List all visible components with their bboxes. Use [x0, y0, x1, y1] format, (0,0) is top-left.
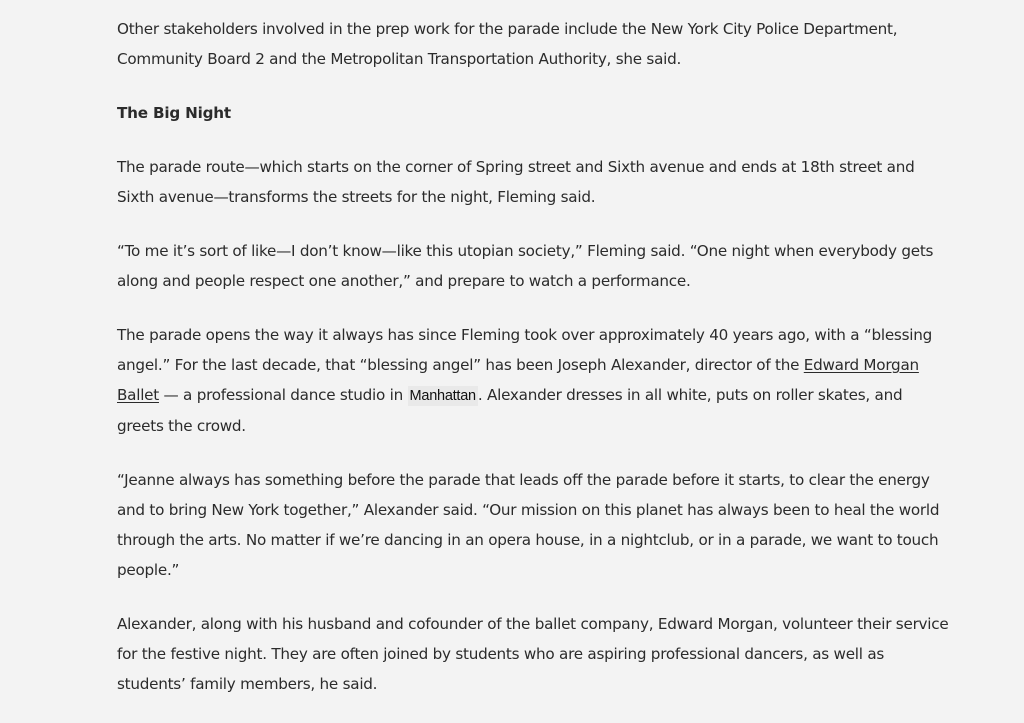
manhattan-highlight: Manhattan	[409, 388, 476, 404]
paragraph-stakeholders: Other stakeholders involved in the prep work for the parade include the New York City Police Department, Community Board 2 and the Metropolitan Transportation Authority, she said.	[117, 20, 898, 68]
paragraph-volunteers: Alexander, along with his husband and cofounder of the ballet company, Edward Morgan, volunteer their service for the festive night. They are often joined by students who are aspiring professional dancers, as well as students’ family members, he said.	[117, 615, 949, 693]
paragraph-text-end: . Alexander dresses in all white, puts on roller skates, and greets the crowd.	[117, 386, 903, 435]
article-body	[117, 14, 952, 723]
section-heading: The Big Night	[117, 104, 231, 122]
paragraph-utopian-quote: “To me it’s sort of like—I don’t know—like this utopian society,” Fleming said. “One night when everybody gets along and people respect one another,” and prepare to watch a performance.	[117, 242, 934, 290]
paragraph-blessing-angel	[117, 320, 952, 441]
paragraph-parade-route: The parade route—which starts on the corner of Spring street and Sixth avenue and ends at 18th street and Sixth avenue—transforms the streets for the night, Fleming said.	[117, 158, 915, 206]
paragraph-alexander-quote: “Jeanne always has something before the parade that leads off the parade before it starts, to clear the energy and to bring New York together,” Alexander said. “Our mission on this planet has always been to heal the world through the arts. No matter if we’re dancing in an opera house, in a nightclub, or in a parade, we want to touch people.”	[117, 471, 940, 579]
paragraph-text-before-link: The parade opens the way it always has since Fleming took over approximately 40 years ago, with a “blessing angel.” For the last decade, that “blessing angel” has been Joseph Alexander, director of the	[117, 326, 932, 374]
edward-morgan-ballet-link[interactable]: Edward Morgan Ballet	[117, 356, 919, 404]
paragraph-text-after-link: — a professional dance studio in	[158, 386, 408, 404]
